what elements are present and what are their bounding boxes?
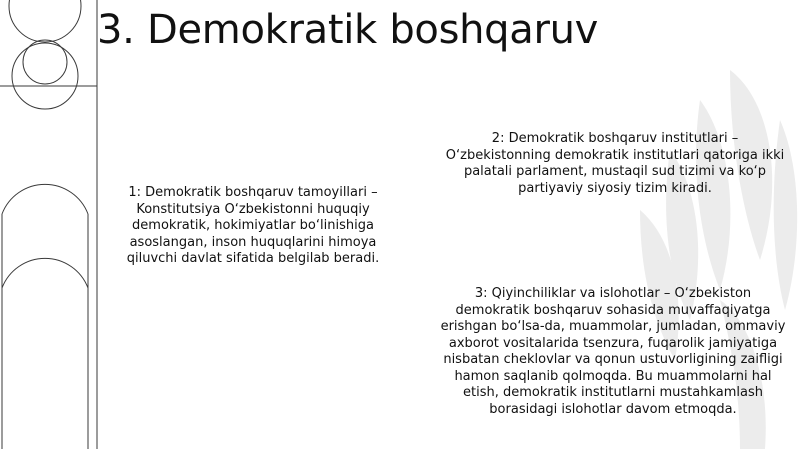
text-block-institutions: 2: Demokratik boshqaruv institutlari – O‘zbekistonning demokratik institutlari qatoriga ikki palatali parlament, mustaqil sud tizimi va ko‘p partiyaviy siyosiy tizim kiradi. [445, 131, 785, 196]
line-art-decoration [0, 0, 100, 449]
text-block-principles: 1: Demokratik boshqaruv tamoyillari – Konstitutsiya O‘zbekistonni huquqiy demokratik, hokimiyatlar bo‘linishiga asoslangan, inson huquqlarini himoya qiluvchi davlat sifatida belgilab beradi. [126, 185, 380, 266]
text-block-challenges: 3: Qiyinchiliklar va islohotlar – O‘zbekiston demokratik boshqaruv sohasida muvaffaqiyatga erishgan bo‘lsa-da, muammolar, jumladan, ommaviy axborot vositalarida tsenzura, fuqarolik jamiyatiga nisbatan cheklovlar va qonun ustuvorligining zaifligi hamon saqlanib qolmoqda. Bu muammolarni hal etish, demokratik institutlarni mustahkamlash borasidagi islohotlar davom etmoqda. [440, 286, 786, 417]
slide-title: 3. Demokratik boshqaruv [97, 7, 599, 53]
